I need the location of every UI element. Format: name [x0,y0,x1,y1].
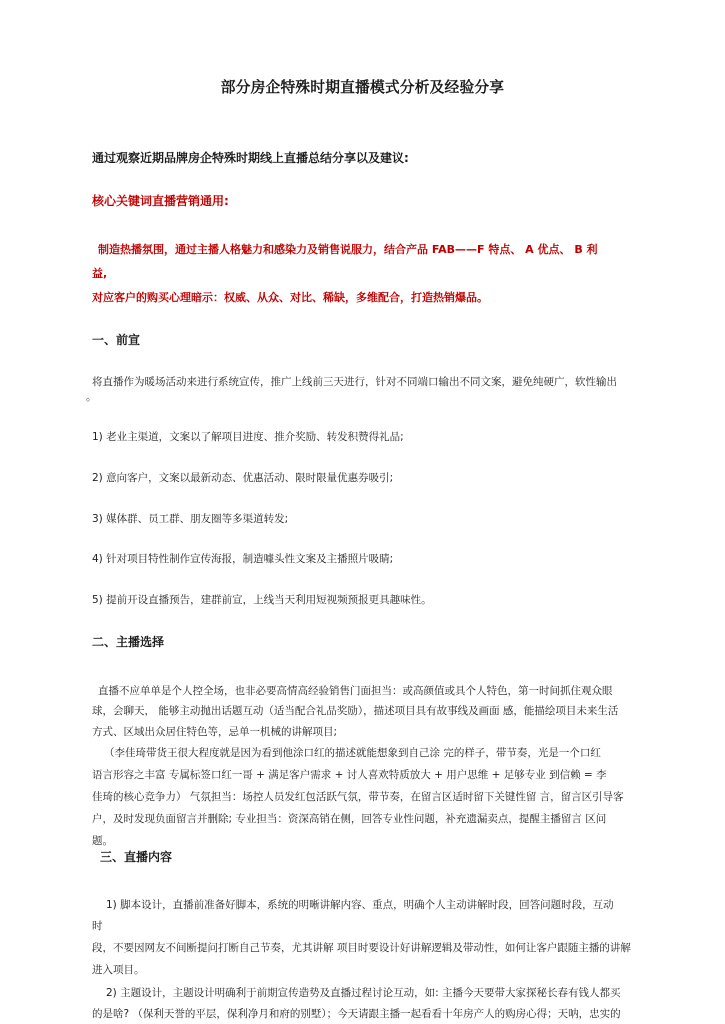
document-title: 部分房企特殊时期直播模式分析及经验分享 [220,79,505,96]
intro-heading: 通过观察近期品牌房企特殊时期线上直播总结分享以及建议: [92,151,409,165]
paragraph-line: 户，及时发现负面留言并删除; 专业担当：资深高销在侧，回答专业性问题，补充遗漏卖点，提醒主播留言 区问 [92,813,607,825]
paragraph-line: 1) 脚本设计，直播前准备好脚本，系统的明晰讲解内容、重点，明确个人主动讲解时段，回答问题时段，互动 [106,899,614,911]
paragraph-line: 段，不要因网友不间断提问打断自己节奏，尤其讲解 项目时要设计好讲解逻辑及带动性，如何让客户跟随主播的讲解 [92,942,631,954]
paragraph-line: 。 [86,391,97,403]
paragraph-line: （李佳琦带货王很大程度就是因为看到他涂口红的描述就能想象到自己涂 完的样子，带节奏，光是一个口红 [104,747,601,759]
core-keyword-heading: 核心关键词直播营销通用: [92,194,229,208]
paragraph-line: 的是啥? （保利天誉的平层，保利净月和府的别墅）；今天请跟主播一起看看十年房产人的购房心得；天呐，忠实的 [92,1008,621,1020]
list-item: 4) 针对项目特性制作宣传海报，制造噱头性文案及主播照片吸睛; [92,553,394,565]
core-line: 制造热播氛围，通过主播人格魅力和感染力及销售说服力，结合产品 FAB——F 特点、 A 优点、 B 利 [98,243,598,256]
section-heading-content: 三、直播内容 [100,850,173,864]
paragraph-line: 直播不应单单是个人控全场，也非必要高情高经验销售门面担当：或高颜值或具个人特色，第一时间抓住观众眼 [98,685,613,697]
paragraph-line: 佳琦的核心竞争力） 气氛担当：场控人员发红包活跃气氛，带节奏，在留言区适时留下关键性留 言，留言区引导客 [92,791,624,803]
paragraph-line: 球，会聊天， 能够主动抛出话题互动（适当配合礼品奖励），描述项目具有故事线及画面 感，能描绘项目未来生活 [92,705,619,717]
list-item: 3) 媒体群、员工群、朋友圈等多渠道转发; [92,513,289,525]
section-heading-preheat: 一、前宣 [92,333,141,347]
paragraph-line: 方式、区域出众居住特色等，忌单一机械的讲解项目; [92,726,338,738]
paragraph-line: 进入项目。 [92,964,145,976]
core-line: 益, [92,267,108,280]
paragraph-line: 时 [92,920,103,932]
section-heading-anchor: 二、主播选择 [92,635,165,649]
list-item: 1) 老业主渠道，文案以了解项目进度、推介奖励、转发积赞得礼品; [92,431,404,443]
paragraph-line: 题。 [92,835,113,847]
list-item: 2) 意向客户，文案以最新动态、优惠活动、限时限量优惠券吸引; [92,472,394,484]
list-item: 5) 提前开设直播预告，建群前宣，上线当天利用短视频预报更具趣味性。 [92,594,432,606]
paragraph-line: 将直播作为暖场活动来进行系统宣传，推广上线前三天进行，针对不同端口输出不同文案，避免纯硬广，软性输出 [92,376,617,388]
paragraph-line: 2) 主题设计，主题设计明确利于前期宣传造势及直播过程讨论互动，如: 主播今天要带大家探秘长春有钱人都买 [106,987,621,999]
core-line: 对应客户的购买心理暗示：权威、从众、对比、稀缺，多维配合，打造热销爆品。 [92,291,488,304]
paragraph-line: 语言形容之丰富 专属标签口红一哥 + 满足客户需求 + 讨人喜欢特质放大 + 用户思维 + 足够专业 到信赖 = 李 [92,769,607,781]
